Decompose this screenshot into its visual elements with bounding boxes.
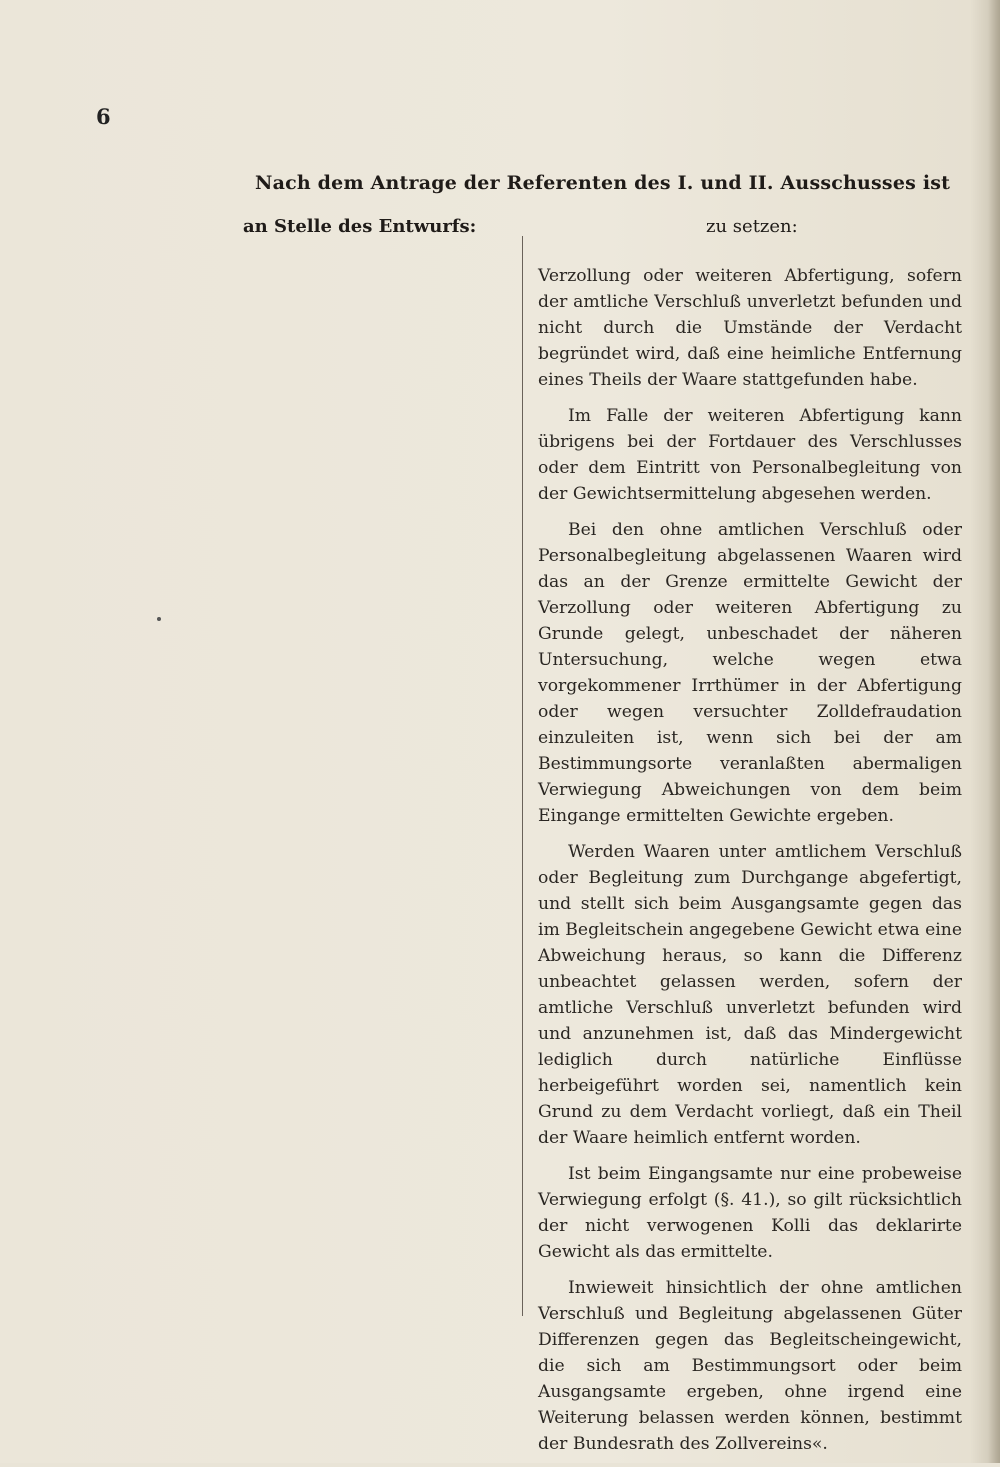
- section-heading: Nach dem Antrage der Referenten des I. und II. Ausschusses ist: [255, 172, 951, 194]
- page-number: 6: [96, 104, 111, 129]
- column-divider: [522, 236, 523, 1316]
- stray-mark: [157, 617, 161, 621]
- paragraph: Ist beim Eingangsamte nur eine probeweise Verwiegung erfolgt (§. 41.), so gilt rücksichtlich der nicht verwogenen Kolli das deklarirte Gewicht als das ermittelte.: [538, 1164, 962, 1262]
- paragraph: Bei den ohne amtlichen Verschluß oder Personalbegleitung abgelassenen Waaren wird das an der Grenze ermittelte Gewicht der Verzollung oder weiteren Abfertigung zu Grunde gelegt, unbeschadet der näheren Untersuchung, welche wegen etwa vorgekommener Irrthümer in der Abfertigung oder wegen versuchter Zolldefraudation einzuleiten ist, wenn sich bei der am Bestimmungsorte veranlaßten abermaligen Verwiegung Abweichungen von dem beim Eingange ermittelten Gewichte ergeben.: [538, 520, 962, 826]
- left-column-header: an Stelle des Entwurfs:: [243, 216, 477, 237]
- right-column-header: zu setzen:: [706, 216, 798, 237]
- paragraph: Werden Waaren unter amtlichem Verschluß oder Begleitung zum Durchgange abgefertigt, und stellt sich beim Ausgangsamte gegen das im Begleitschein angegebene Gewicht etwa eine Abweichung heraus, so kann die Differenz unbeachtet gelassen werden, sofern der amtliche Verschluß unverletzt befunden wird und anzunehmen ist, daß das Mindergewicht lediglich durch natürliche Einflüsse herbeigeführt worden sei, namentlich kein Grund zu dem Verdacht vorliegt, daß ein Theil der Waare heimlich entfernt worden.: [538, 842, 962, 1148]
- right-column-text: [538, 263, 962, 1467]
- paragraph: Im Falle der weiteren Abfertigung kann übrigens bei der Fortdauer des Verschlusses oder dem Eintritt von Personalbegleitung von der Gewichtsermittelung abgesehen werden.: [538, 406, 962, 504]
- page-edge-shadow: [988, 0, 1000, 1463]
- paragraph: Inwieweit hinsichtlich der ohne amtlichen Verschluß und Begleitung abgelassenen Güter Differenzen gegen das Begleitscheingewicht, die sich am Bestimmungsort oder beim Ausgangsamte ergeben, ohne irgend eine Weiterung belassen werden können, bestimmt der Bundesrath des Zollvereins«.: [538, 1278, 962, 1454]
- paragraph: Verzollung oder weiteren Abfertigung, sofern der amtliche Verschluß unverletzt befunden und nicht durch die Umstände der Verdacht begründet wird, daß eine heimliche Entfernung eines Theils der Waare stattgefunden habe.: [538, 266, 962, 390]
